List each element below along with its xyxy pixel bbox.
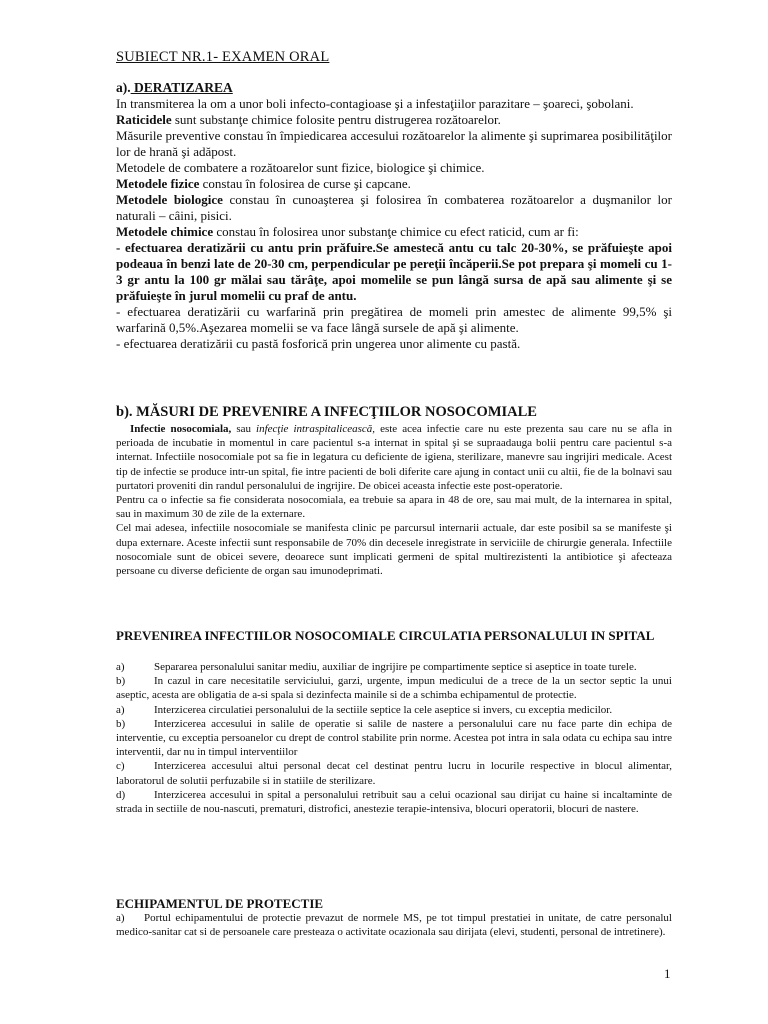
list-label: b) xyxy=(116,675,126,688)
list-text: Interzicerea accesului in spital a personalului retribuit sau a celui ocazional sau dirijat cu haine si incaltaminte de strada in sectiile de nou-nascuti, prematuri, distrofici, anestezie terapie-intensiva, blocuri operatorii, blocuri de nastere. xyxy=(116,788,672,816)
echipament-section xyxy=(116,911,672,939)
page-title: SUBIECT NR.1- EXAMEN ORAL xyxy=(116,49,330,65)
list-text: Separarea personalului sanitar mediu, auxiliar de ingrijire pe compartimente septice si aseptice in toate turele. xyxy=(154,661,637,673)
section-deratizare xyxy=(116,80,672,352)
list-text: Interzicerea accesului altui personal decat cel destinat pentru lucru in locurile respective in blocul alimentar, laboratorul de solutii perfuzabile si in statiile de sterilizare. xyxy=(116,760,672,787)
section-a-heading xyxy=(116,80,672,96)
paragraph xyxy=(116,176,672,192)
paragraph xyxy=(116,192,672,224)
list-text: Portul echipamentului de protectie prevazut de normele MS, pe tot timpul prestatiei in unitate, de catre personalul medico-sanitar cat si de persoanele care presteaza o activitate ocazionala sau dirijata (elevi, studenti, personal de intretinere). xyxy=(116,912,672,939)
list-label: a) xyxy=(116,661,125,673)
paragraph-text: sau xyxy=(231,423,257,435)
paragraph xyxy=(116,422,672,493)
list-label: a) xyxy=(116,912,125,924)
paragraph: In transmiterea la om a unor boli infecto-contagioase şi a infestaţiilor parazitare – şoareci, şobolani. xyxy=(116,96,634,111)
echipament-heading: ECHIPAMENTUL DE PROTECTIE xyxy=(116,896,324,911)
bold-term: Infectie nosocomiala, xyxy=(130,423,232,435)
bold-term: Metodele chimice xyxy=(116,224,214,239)
paragraph xyxy=(116,224,672,240)
section-b-heading: b). MĂSURI DE PREVENIRE A INFECŢIILOR NOSOCOMIALE xyxy=(116,404,537,420)
prevenire-heading: PREVENIREA INFECTIILOR NOSOCOMIALE CIRCULATIA PERSONALULUI IN SPITAL xyxy=(116,628,655,643)
bold-term: Metodele biologice xyxy=(116,192,223,207)
italic-term: infecţie intraspitalicească, xyxy=(256,423,376,435)
paragraph-text: sunt substanţe chimice folosite pentru distrugerea rozătoarelor. xyxy=(171,112,501,127)
list-label: d) xyxy=(116,788,126,801)
page-number: 1 xyxy=(664,966,671,981)
list-label: c) xyxy=(116,760,125,773)
paragraph-text: constau în folosirea unor substanţe chimice cu efect raticid, cum ar fi: xyxy=(213,224,579,239)
paragraph xyxy=(116,112,672,128)
paragraph-text: constau în cunoaşterea şi folosirea în combaterea rozătoarelor a duşmanilor lor naturali – câini, pisici. xyxy=(116,192,673,223)
list-item xyxy=(116,788,672,816)
list-label: a) xyxy=(116,703,125,716)
list-label: b) xyxy=(116,717,126,730)
list-item xyxy=(116,674,672,702)
section-a-heading-text: DERATIZAREA xyxy=(130,80,233,95)
list-item xyxy=(116,660,672,674)
bold-paragraph: - efectuarea deratizării cu antu prin prăfuire.Se amestecă antu cu talc 20-30%, se prăfuieşte apoi podeaua în benzi late de 20-30 cm, perpendicular pe pereţii încăperii.Se pot prepara şi momeli cu 1-3 gr antu la 100 gr mălai sau tărâţe, apoi momelile se pun lângă sursa de apă sau alimente şi se prăfuieşte în jurul momelii cu praf de antu. xyxy=(116,240,672,303)
paragraph: Pentru ca o infectie sa fie considerata nosocomiala, ea trebuie sa apara in 48 de ore, sau mai mult, de la internarea in spital, sau in maximum 30 de zile de la externare. xyxy=(116,494,672,521)
list-text: In cazul in care necesitatile serviciului, garzi, urgente, impun medicului de a trece de la un sector septic la unui aseptic, acesta are obligatia de a-si spala si dezinfecta mainile si de a schimba echipamentul de protectie. xyxy=(116,675,672,702)
bold-term: Raticidele xyxy=(116,112,172,127)
paragraph: Măsurile preventive constau în împiedicarea accesului rozătoarelor la alimente şi suprimarea posibilităţilor lor de hrană şi adăpost. xyxy=(116,128,672,159)
list-text: Interzicerea circulatiei personalului de la sectiile septice la cele aseptice si invers, cu exceptia medicilor. xyxy=(154,703,613,716)
section-nosocomiale xyxy=(116,422,672,578)
bold-term: Metodele fizice xyxy=(116,176,200,191)
prevenire-list xyxy=(116,660,672,816)
paragraph: Cel mai adesea, infectiile nosocomiale se manifesta clinic pe parcursul internarii actuale, dar este posibil sa se manifeste şi dupa externare. Aceste infectii sunt responsabile de 70% din decesele inregistrate in serviciile de chirurgie generala. Infectiile nosocomiale sunt de obicei severe, deoarece sunt implicati germeni de spital multirezistenti la antibiotice şi afecteaza persoane cu diverse deficiente de organ sau imunodeprimati. xyxy=(116,522,672,578)
paragraph-text: constau în folosirea de curse şi capcane. xyxy=(199,176,411,191)
paragraph: - efectuarea deratizării cu pastă fosforică prin ungerea unor alimente cu pastă. xyxy=(116,336,521,351)
list-item xyxy=(116,703,672,717)
paragraph-text: este acea infectie care nu este prezenta sau care nu se afla in perioada de incubatie in momentul in care pacientul s-a internat in spital şi se supraadauga bolii pentru care pacientul s-a internat. Infectiile nosocomiale pot sa fie in legatura cu deficiente de igiena, sterilizare, manevre sau ingrijiri medicale. Acest tip de infectie se produce intr-un spital, fie intre pacienti de boli diferite care ajung in contact unii cu altii, fie de la bolnavi sau purtatori proveniti din randul personalului de ingrijire. De obicei aceasta infectie este post-operatorie. xyxy=(116,423,673,492)
list-item xyxy=(116,717,672,760)
paragraph: Metodele de combatere a rozătoarelor sunt fizice, biologice şi chimice. xyxy=(116,160,485,175)
list-item xyxy=(116,911,672,939)
list-item xyxy=(116,759,672,787)
paragraph: - efectuarea deratizării cu warfarină prin pregătirea de momeli prin amestec de alimente 99,5% şi warfarină 0,5%.Aşezarea momelii se va face lângă sursele de apă şi alimente. xyxy=(116,304,672,335)
list-text: Interzicerea accesului in salile de operatie si salile de nastere a personalului care nu face parte din echipa de interventie, cu exceptia persoanelor cu drept de control stabilite prin norme. Acestea pot intra in sala odata cu echipa sau intre interventii, dar nu in timpul interventiilor xyxy=(116,717,672,759)
section-a-prefix: a). xyxy=(116,80,131,95)
